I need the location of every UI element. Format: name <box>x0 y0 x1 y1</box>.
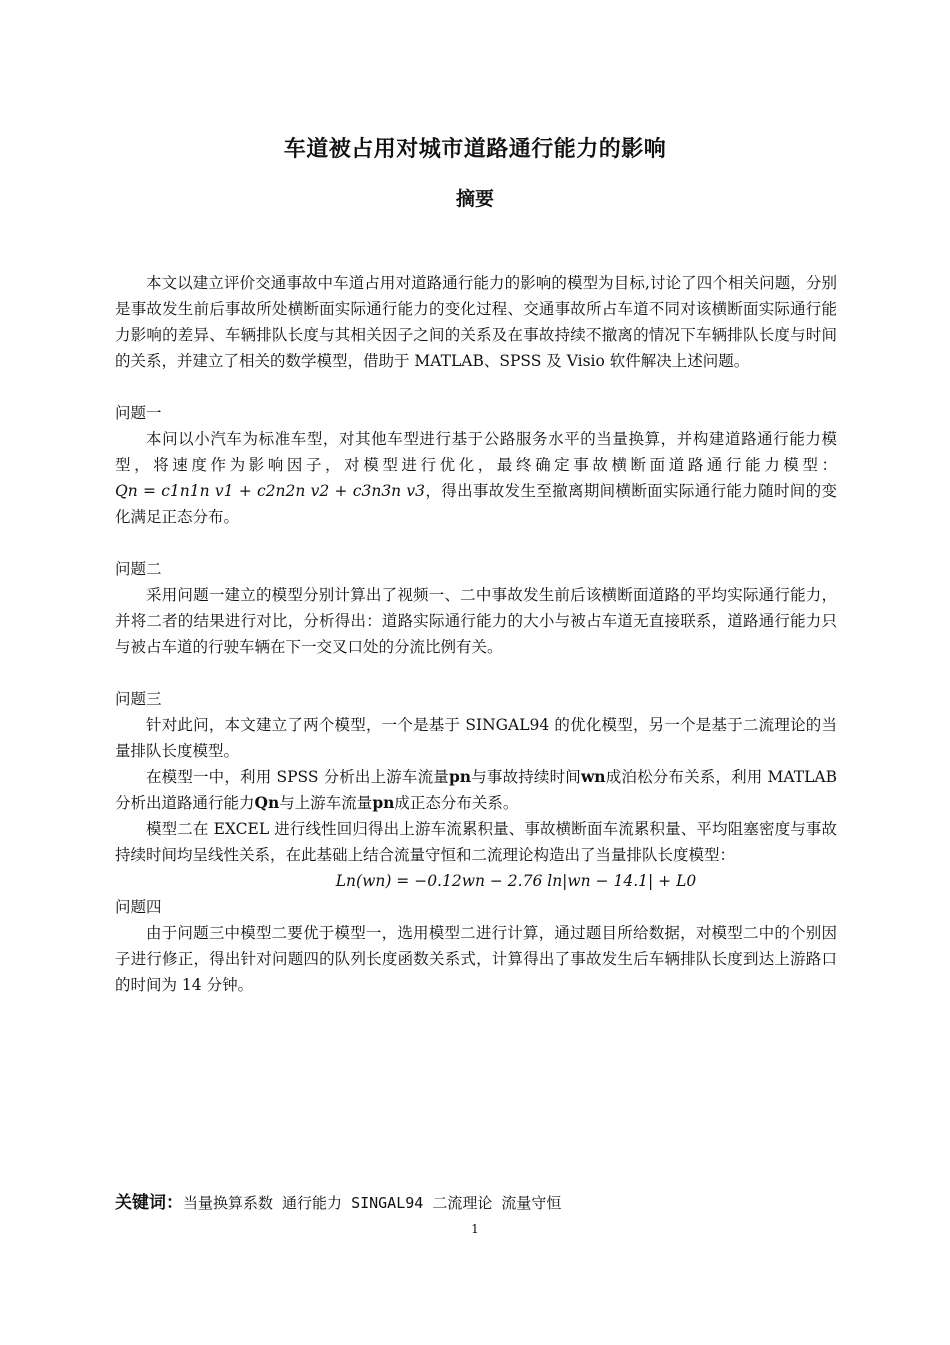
abstract-heading: 摘要 <box>455 188 494 210</box>
q3-p2-text-c: 成泊松分布关系，利用 MATLAB 分析出道路通行能力 <box>115 768 837 812</box>
q1-formula: Qn = c1n1n v1 + c2n2n v2 + c3n3n v3 <box>115 482 426 500</box>
intro-paragraph: 本文以建立评价交通事故中车道占用对道路通行能力的影响的模型为目标,讨论了四个相关问题，分别是事故发生前后事故所处横断面实际通行能力的变化过程、交通事故所占车道不同对该横断面实际通行能力影响的差异、车辆排队长度与其相关因子之间的关系及在事故持续不撤离的情况下车辆排队长度与时间的关系，并建立了相关的数学模型，借助于 MATLAB、SPSS 及 Visio 软件解决上述问题。 <box>115 274 837 370</box>
keywords-label: 关键词： <box>115 1193 183 1213</box>
var-qn: Qn <box>254 793 280 812</box>
section-heading-q2: 问题二 <box>115 560 162 578</box>
q3-p2-text-d: 与上游车流量 <box>279 794 373 812</box>
page-number: 1 <box>471 1222 479 1236</box>
q3-paragraph-2 <box>115 764 837 816</box>
q3-p2-text-e: 成正态分布关系。 <box>394 794 519 812</box>
q1-text-a: 本问以小汽车为标准车型，对其他车型进行基于公路服务水平的当量换算，并构建道路通行能力模型，将速度作为影响因子，对模型进行优化，最终确定事故横断面道路通行能力模型： <box>115 430 837 474</box>
var-pn: pn <box>448 767 472 786</box>
q2-paragraph: 采用问题一建立的模型分别计算出了视频一、二中事故发生前后该横断面道路的平均实际通行能力，并将二者的结果进行对比，分析得出：道路实际通行能力的大小与被占车道无直接联系，道路通行能力只与被占车道的行驶车辆在下一交叉口处的分流比例有关。 <box>115 586 837 656</box>
q1-paragraph <box>115 426 837 530</box>
q3-p2-text-b: 与事故持续时间 <box>471 768 581 786</box>
section-heading-q3: 问题三 <box>115 690 162 708</box>
q3-formula <box>115 868 837 894</box>
document-title: 车道被占用对城市道路通行能力的影响 <box>283 137 667 162</box>
var-pn-2: pn <box>372 793 395 812</box>
abstract-body <box>115 270 837 998</box>
q3-p2-text-a: 在模型一中，利用 SPSS 分析出上游车流量 <box>146 768 449 786</box>
queue-length-formula: Ln(wn) = −0.12wn − 2.76 ln|wn − 14.1| + L0 <box>335 872 697 890</box>
q4-paragraph: 由于问题三中模型二要优于模型一，选用模型二进行计算，通过题目所给数据，对模型二中的个别因子进行修正，得出针对问题四的队列长度函数关系式，计算得出了事故发生后车辆排队长度到达上游路口的时间为 14 分钟。 <box>115 924 837 994</box>
keywords-list: 当量换算系数 通行能力 SINGAL94 二流理论 流量守恒 <box>183 1194 562 1212</box>
q3-paragraph-1: 针对此问，本文建立了两个模型，一个是基于 SINGAL94 的优化模型，另一个是基于二流理论的当量排队长度模型。 <box>115 716 837 760</box>
keywords-line <box>115 1188 837 1213</box>
section-heading-q4: 问题四 <box>115 898 162 916</box>
q1-text-b: ，得出事故发生至撤离期间横断面实际通行能力随时间的变化满足正态分布。 <box>115 482 837 526</box>
section-heading-q1: 问题一 <box>115 404 162 422</box>
var-wn: wn <box>580 767 606 786</box>
q3-paragraph-3: 模型二在 EXCEL 进行线性回归得出上游车流累积量、事故横断面车流累积量、平均阻塞密度与事故持续时间均呈线性关系，在此基础上结合流量守恒和二流理论构造出了当量排队长度模型： <box>115 820 837 864</box>
